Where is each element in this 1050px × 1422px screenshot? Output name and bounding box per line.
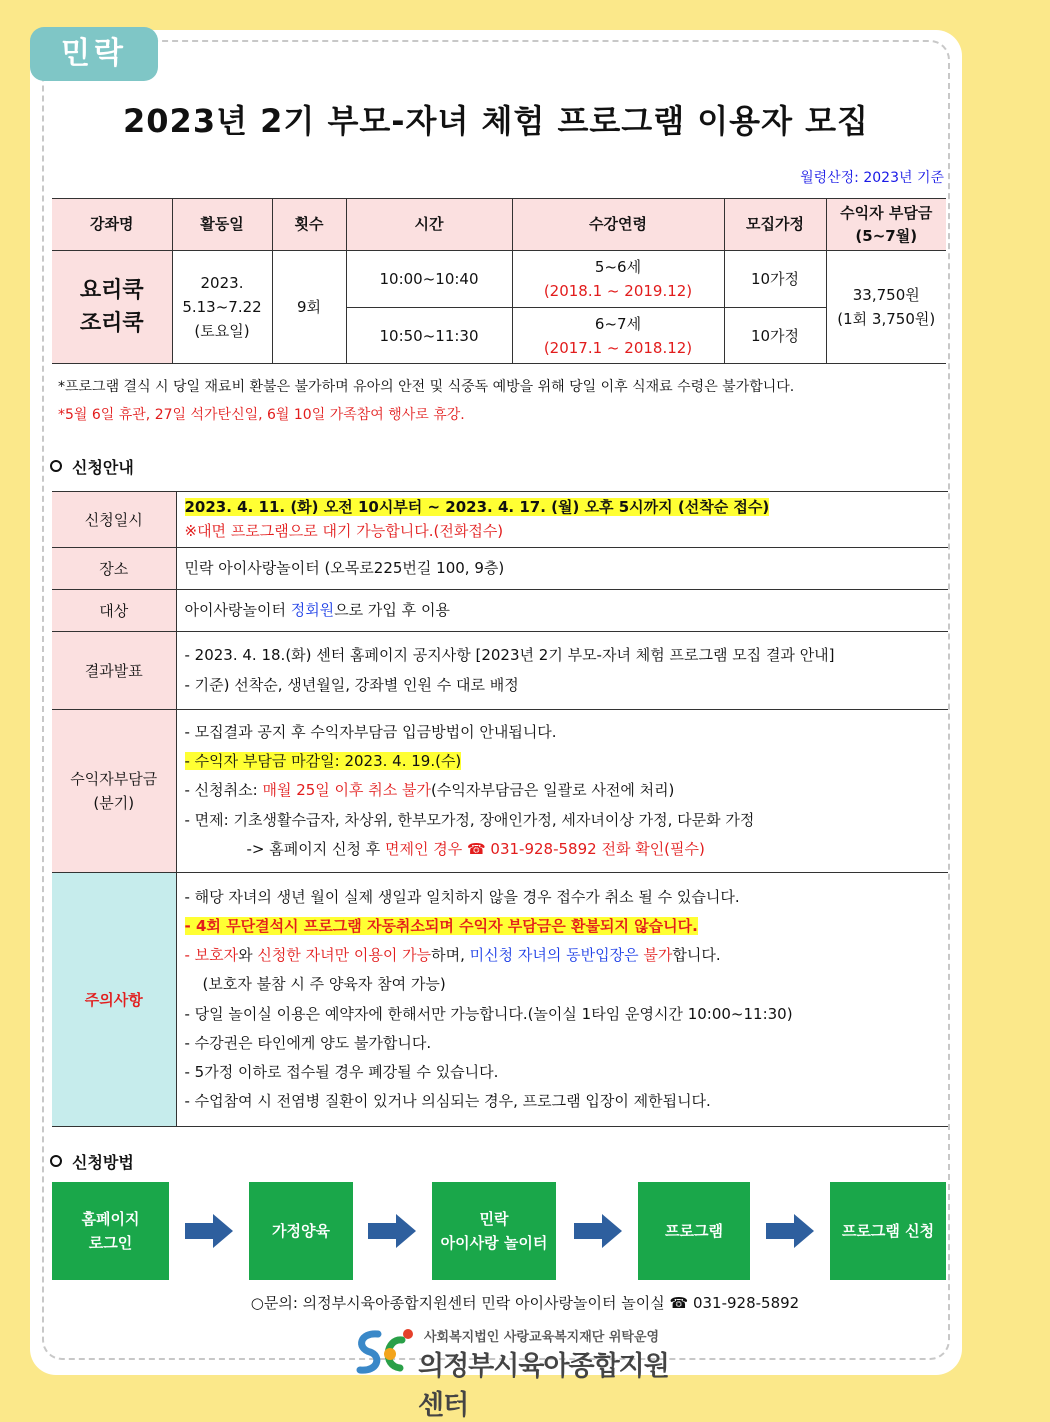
fee-label-line2: (분기) xyxy=(93,794,135,812)
arrow-right-icon xyxy=(766,1214,814,1248)
header-time: 시간 xyxy=(346,199,512,251)
header-age: 수강연령 xyxy=(512,199,724,251)
info-value xyxy=(176,590,948,632)
header-count: 횟수 xyxy=(272,199,346,251)
result-line: - 기준) 선착순, 생년월일, 강좌별 인원 수 대로 배정 xyxy=(184,675,519,694)
activity-date-line2: 5.13~7.22 xyxy=(182,298,262,316)
cancel-text: - 신청취소: xyxy=(184,781,263,800)
header-date: 활동일 xyxy=(172,199,272,251)
result-line: - 2023. 4. 18.(화) 센터 홈페이지 공지사항 [2023년 2기 부모-자녀 체험 프로그램 모집 결과 안내] xyxy=(184,646,835,665)
step-label: 프로그램 xyxy=(665,1222,723,1240)
fee-value xyxy=(826,251,946,364)
apply-period-note: ※대면 프로그램으로 대기 가능합니다.(전화접수) xyxy=(184,521,504,540)
caution-line: - 5가정 이하로 접수될 경우 폐강될 수 있습니다. xyxy=(184,1063,499,1081)
caution-line: - 수업참여 시 전염병 질환이 있거나 의심되는 경우, 프로그램 입장이 제한됩니다. xyxy=(184,1092,711,1111)
circle-bullet-icon xyxy=(50,1155,62,1167)
caution-label: 주의사항 xyxy=(52,873,176,1127)
exempt-phone: 면제인 경우 ☎ 031-928-5892 전화 확인(필수) xyxy=(384,839,705,858)
fee-line: - 모집결과 공지 후 수익자부담금 입금방법이 안내됩니다. xyxy=(184,722,557,741)
fee-total: 33,750원 xyxy=(852,286,920,304)
info-value xyxy=(176,632,948,710)
caution-part: 불가 xyxy=(643,946,673,964)
course-name-line2: 조리쿡 xyxy=(79,311,144,336)
caution-part: - 보호자 xyxy=(184,946,239,964)
info-label: 결과발표 xyxy=(52,632,176,710)
schedule-header-row xyxy=(52,199,946,251)
time-slot: 10:00~10:40 xyxy=(346,251,512,308)
section-apply-title: 신청안내 xyxy=(72,458,134,477)
info-row xyxy=(52,710,948,873)
arrow-right-icon xyxy=(574,1214,622,1248)
inquiry-contact: ○문의: 의정부시육아종합지원센터 민락 아이사랑놀이터 놀이실 ☎ 031-928-5892 xyxy=(250,1294,800,1312)
section-method-title: 신청방법 xyxy=(72,1153,134,1172)
location-tag: 민락 xyxy=(30,27,158,81)
fee-label-line1: 수익자부담금 xyxy=(70,770,158,788)
apply-info-table xyxy=(52,491,948,1127)
step-box xyxy=(638,1182,750,1280)
course-name-line1: 요리쿡 xyxy=(79,278,144,303)
caution-part: 와 xyxy=(238,946,258,964)
families-count: 10가정 xyxy=(724,308,826,364)
info-value xyxy=(176,873,948,1127)
target-member: 정회원 xyxy=(290,600,335,619)
caution-line: (보호자 불참 시 주 양육자 참여 가능) xyxy=(202,975,446,994)
target-text-end: 으로 가입 후 이용 xyxy=(334,600,450,619)
age-value: 6~7세 xyxy=(594,314,642,333)
logo-title: 의정부시육아종합지원센터 xyxy=(418,1351,669,1421)
target-text: 아이사랑놀이터 xyxy=(184,600,291,619)
info-label: 장소 xyxy=(52,548,176,590)
info-row xyxy=(52,492,948,548)
caution-part: 하며, xyxy=(431,946,470,964)
logo-subtitle: 사회복지법인 사랑교육복지재단 위탁운영 xyxy=(424,1330,660,1345)
age-range xyxy=(512,251,724,308)
step-box xyxy=(432,1182,556,1280)
cancel-deadline: 매월 25일 이후 취소 불가 xyxy=(262,781,432,800)
circle-bullet-icon xyxy=(50,460,62,472)
header-course: 강좌명 xyxy=(52,199,172,251)
page-title: 2023년 2기 부모-자녀 체험 프로그램 이용자 모집 xyxy=(123,102,869,140)
cancel-text-end: (수익자부담금은 일괄로 사전에 처리) xyxy=(431,781,675,800)
header-families: 모집가정 xyxy=(724,199,826,251)
step-label: 가정양육 xyxy=(272,1222,330,1240)
step-box xyxy=(52,1182,169,1280)
fee-deadline: - 수익자 부담금 마감일: 2023. 4. 19.(수) xyxy=(184,752,462,771)
header-fee-line1: 수익자 부담금 xyxy=(840,204,933,222)
info-row xyxy=(52,873,948,1127)
step-box xyxy=(249,1182,353,1280)
fee-line: - 면제: 기초생활수급자, 차상위, 한부모가정, 장애인가정, 세자녀이상 가정, 다문화 가정 xyxy=(184,810,755,829)
section-apply xyxy=(50,455,134,478)
caution-line: - 해당 자녀의 생년 월이 실제 생일과 일치하지 않을 경우 접수가 취소 될 수 있습니다. xyxy=(184,887,740,906)
caution-line: - 4회 무단결석시 프로그램 자동취소되며 수익자 부담금은 환불되지 않습니다. xyxy=(184,916,698,935)
schedule-row xyxy=(52,251,946,308)
session-count: 9회 xyxy=(272,251,346,364)
arrow-right-icon xyxy=(185,1214,233,1248)
center-logo xyxy=(352,1320,692,1421)
center-logo-icon xyxy=(352,1326,416,1378)
step-label: 프로그램 신청 xyxy=(841,1222,935,1240)
holiday-note: *5월 6일 휴관, 27일 석가탄신일, 6월 10일 가족참여 행사로 휴강. xyxy=(58,407,465,423)
birth-range: (2017.1 ~ 2018.12) xyxy=(543,338,693,357)
caution-line: - 당일 놀이실 이용은 예약자에 한해서만 가능합니다.(놀이실 1타임 운영시간 10:00~11:30) xyxy=(184,1004,793,1023)
activity-date-line3: (토요일) xyxy=(194,322,250,340)
birth-range: (2018.1 ~ 2019.12) xyxy=(543,282,693,300)
caution-part: 신청한 자녀만 이용이 가능 xyxy=(257,946,432,964)
arrow-right-icon xyxy=(368,1214,416,1248)
apply-steps xyxy=(52,1182,946,1280)
age-value: 5~6세 xyxy=(594,258,642,276)
info-label: 신청일시 xyxy=(52,492,176,548)
step-box xyxy=(830,1182,946,1280)
exempt-text: -> 홈페이지 신청 후 xyxy=(246,839,385,858)
age-basis-note: 월령산정: 2023년 기준 xyxy=(800,170,944,186)
step-label: 홈페이지 xyxy=(81,1210,140,1228)
info-row xyxy=(52,632,948,710)
schedule-table xyxy=(52,198,946,364)
refund-note: *프로그램 결식 시 당일 재료비 환불은 불가하며 유아의 안전 및 식중독 예방을 위해 당일 이후 식재료 수령은 불가합니다. xyxy=(58,379,795,395)
fee-line xyxy=(185,835,949,864)
age-range xyxy=(512,308,724,364)
info-value xyxy=(176,492,948,548)
info-label: 대상 xyxy=(52,590,176,632)
families-count: 10가정 xyxy=(724,251,826,308)
caution-line xyxy=(185,941,949,970)
caution-part: 미신청 자녀의 동반입장은 xyxy=(469,946,644,964)
caution-part: 합니다. xyxy=(672,946,721,964)
info-value: 민락 아이사랑놀이터 (오목로225번길 100, 9층) xyxy=(176,548,948,590)
header-fee-line2: (5~7월) xyxy=(855,226,918,245)
info-label xyxy=(52,710,176,873)
section-method xyxy=(50,1150,134,1173)
step-label: 민락 xyxy=(479,1210,509,1228)
info-row xyxy=(52,590,948,632)
step-label: 아이사랑 놀이터 xyxy=(440,1234,548,1252)
fee-line xyxy=(185,776,949,805)
info-row xyxy=(52,548,948,590)
caution-line: - 수강권은 타인에게 양도 불가합니다. xyxy=(184,1033,432,1052)
activity-date xyxy=(172,251,272,364)
course-name xyxy=(52,251,172,364)
step-label: 로그인 xyxy=(88,1234,133,1252)
header-fee xyxy=(826,199,946,251)
time-slot: 10:50~11:30 xyxy=(346,308,512,364)
info-value xyxy=(176,710,948,873)
fee-per-session: (1회 3,750원) xyxy=(837,310,936,328)
activity-date-line1: 2023. xyxy=(200,274,244,292)
apply-period: 2023. 4. 11. (화) 오전 10시부터 ~ 2023. 4. 17. (월) 오후 5시까지 (선착순 접수) xyxy=(184,498,770,517)
